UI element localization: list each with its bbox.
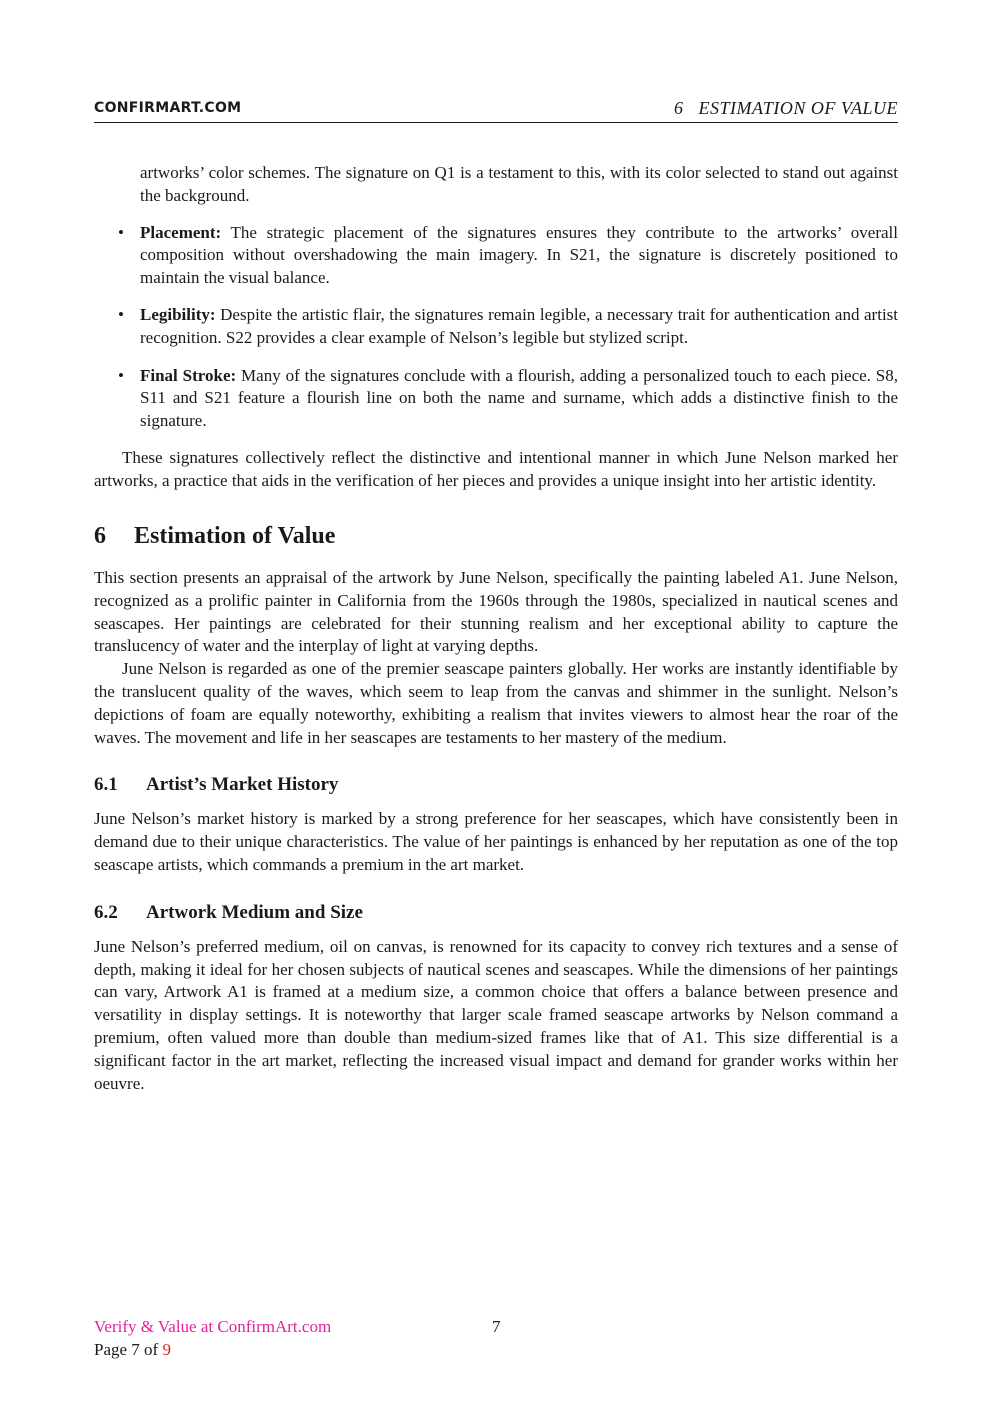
- section-paragraph: June Nelson is regarded as one of the premier seascape painters globally. Her works are instantly identifiable by the translucent quality of the waves, which seem to leap from the canvas and shimmer in the sunlight. Nelson’s depictions of foam are equally noteworthy, exhibiting a realism that invites viewers to almost hear the roar of the waves. The movement and life in her seascapes are testaments to her mastery of the medium.: [94, 659, 898, 747]
- list-item-term: Legibility:: [140, 305, 216, 325]
- list-item: [94, 304, 898, 350]
- list-item-term: Final Stroke:: [140, 365, 237, 385]
- list-item-text: Many of the signatures conclude with a flourish, adding a personalized touch to each piece. S8, S11 and S21 feature a flourish line on both the name and surname, which adds a distinctive finish to the signature.: [140, 365, 898, 431]
- subsection-paragraph: June Nelson’s market history is marked by a strong preference for her seascapes, which have consistently been in demand due to their unique characteristics. The value of her paintings is enhanced by her reputation as one of the top seascape artists, which commands a premium in the art market.: [94, 809, 898, 875]
- page-footer: [94, 1316, 898, 1362]
- page-number: 7: [492, 1317, 501, 1336]
- section-paragraph: This section presents an appraisal of the artwork by June Nelson, specifically the painting labeled A1. June Nelson, recognized as a prolific painter in California from the 1960s through the 1980s, specialized in nautical scenes and seascapes. Her paintings are celebrated for their stunning realism and her exceptional ability to capture the translucency of water and the interplay of light at varying depths.: [94, 568, 898, 656]
- subsection-number: 6.2: [94, 901, 118, 923]
- page-total-link[interactable]: 9: [162, 1339, 171, 1359]
- section-title: Estimation of Value: [134, 523, 336, 550]
- signature-traits-list: [94, 222, 898, 433]
- list-item-text: Despite the artistic flair, the signatures remain legible, a necessary trait for authentication and artist recognition. S22 provides a clear example of Nelson’s legible but stylized script.: [140, 305, 899, 348]
- page-header: [94, 96, 898, 123]
- page-content: [94, 162, 898, 1095]
- list-item: [94, 365, 898, 433]
- section-number: 6: [94, 523, 106, 550]
- continued-bullet-text: artworks’ color schemes. The signature on Q1 is a testament to this, with its color selected to stand out against the background.: [140, 163, 898, 205]
- bullet-icon: •: [118, 222, 124, 242]
- section-heading: [94, 521, 898, 551]
- subsection-title: Artist’s Market History: [146, 774, 339, 796]
- subsection-title: Artwork Medium and Size: [146, 901, 363, 923]
- site-logo[interactable]: CONFIRMART.COM: [94, 100, 242, 116]
- bullet-icon: •: [118, 365, 124, 385]
- subsection-heading: [94, 773, 898, 797]
- list-item-term: Placement:: [140, 222, 222, 242]
- subsection-heading: [94, 901, 898, 925]
- footer-link[interactable]: Verify & Value at ConfirmArt.com: [94, 1317, 332, 1336]
- list-item: [94, 222, 898, 290]
- page-count: [94, 1339, 898, 1362]
- bullet-icon: •: [118, 305, 124, 325]
- subsection-number: 6.1: [94, 774, 118, 796]
- summary-paragraph: These signatures collectively reflect the distinctive and intentional manner in which June Nelson marked her artworks, a practice that aids in the verification of her pieces and provides a unique insight into her artistic identity.: [94, 448, 898, 491]
- list-item-text: The strategic placement of the signatures ensures they contribute to the artworks’ overall composition without overshadowing the main imagery. In S21, the signature is discretely positioned to maintain the visual balance.: [140, 222, 898, 288]
- running-head: 6 ESTIMATION OF VALUE: [674, 98, 898, 118]
- subsection-paragraph: June Nelson’s preferred medium, oil on canvas, is renowned for its capacity to convey rich textures and a sense of depth, making it ideal for her chosen subjects of nautical scenes and seascapes. While the dimensions of her paintings can vary, Artwork A1 is framed at a medium size, a common choice that offers a balance between presence and versatility in display settings. It is noteworthy that larger scale framed seascape artworks by Nelson command a premium, often valued more than double than medium-sized frames like that of A1. This size differential is a significant factor in the art market, reflecting the increased visual impact and demand for grander works within her oeuvre.: [94, 936, 898, 1093]
- page-count-prefix: Page 7 of: [94, 1339, 163, 1359]
